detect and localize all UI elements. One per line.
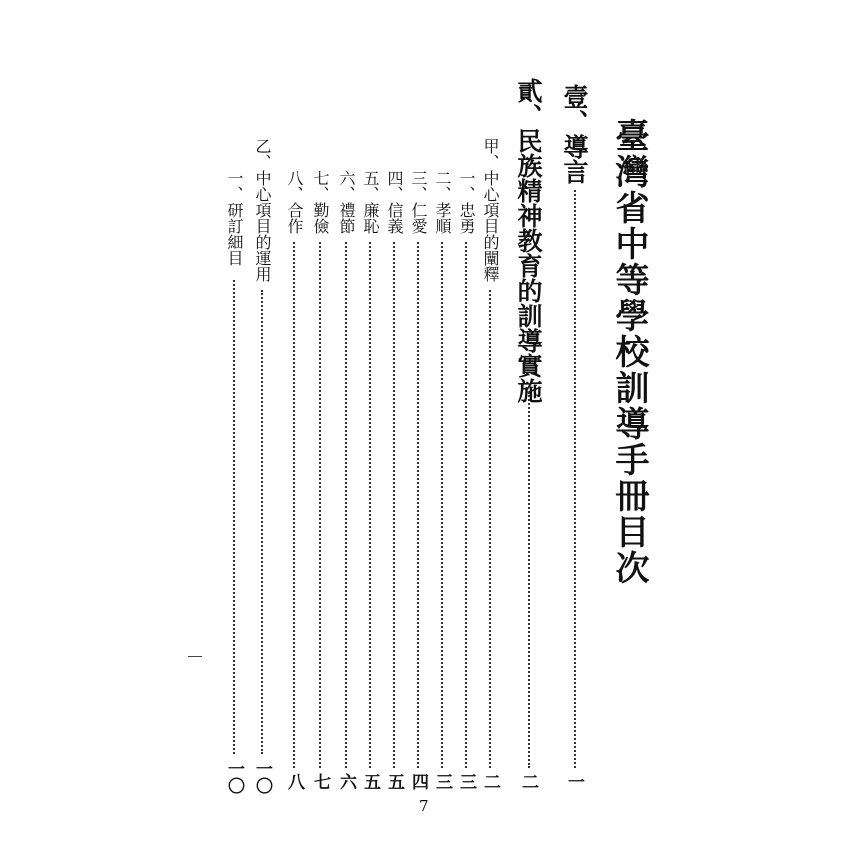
toc-entry-label: 壹、導言 bbox=[560, 84, 589, 184]
toc-entry-set-detailed-items bbox=[222, 0, 248, 850]
toc-entry-loyalty-courage bbox=[454, 0, 480, 850]
toc-entry-label: 四、信義 bbox=[385, 170, 404, 234]
toc-leader-dots bbox=[528, 392, 530, 768]
toc-entry-introduction bbox=[560, 0, 594, 850]
toc-entry-diligence-thrift bbox=[308, 0, 334, 850]
toc-entry-label: 一、忠勇 bbox=[457, 170, 476, 234]
toc-entry-page: 一 bbox=[564, 773, 584, 790]
toc-entry-core-items-explanation bbox=[478, 0, 504, 850]
toc-entry-label: 一、研訂細目 bbox=[225, 170, 244, 266]
document-title: 臺灣省中等學校訓導手冊目次 bbox=[609, 118, 649, 586]
toc-entry-page: 三 bbox=[456, 773, 476, 790]
toc-entry-page: 五 bbox=[384, 773, 404, 790]
toc-leader-dots bbox=[319, 242, 321, 768]
toc-leader-dots bbox=[233, 280, 235, 754]
toc-leader-dots bbox=[345, 242, 347, 768]
toc-entry-national-spirit bbox=[514, 0, 548, 850]
toc-leader-dots bbox=[293, 242, 295, 768]
scan-mark bbox=[188, 656, 202, 657]
toc-entry-label: 二、孝順 bbox=[433, 170, 452, 234]
toc-entry-faithfulness bbox=[382, 0, 408, 850]
toc-entry-filial-piety bbox=[430, 0, 456, 850]
toc-entry-label: 八、合作 bbox=[285, 170, 304, 234]
toc-entry-page: 一〇 bbox=[252, 760, 272, 794]
toc-leader-dots bbox=[417, 242, 419, 768]
toc-entry-core-items-application bbox=[250, 0, 276, 850]
toc-entry-label: 三、仁愛 bbox=[409, 170, 428, 234]
toc-leader-dots bbox=[441, 242, 443, 768]
toc-entry-page: 八 bbox=[284, 773, 304, 790]
toc-leader-dots bbox=[261, 290, 263, 754]
toc-leader-dots bbox=[369, 242, 371, 768]
toc-entry-label: 貳、民族精神教育的訓導實施 bbox=[514, 78, 543, 403]
toc-entry-integrity bbox=[358, 0, 384, 850]
toc-entry-page: 二 bbox=[518, 773, 538, 790]
toc-entry-cooperation bbox=[282, 0, 308, 850]
toc-entry-page: 七 bbox=[310, 773, 330, 790]
toc-entry-label: 五、廉恥 bbox=[361, 170, 380, 234]
toc-entry-page: 三 bbox=[432, 773, 452, 790]
toc-entry-label: 甲、中心項目的闡釋 bbox=[481, 138, 500, 282]
toc-entry-page: 一〇 bbox=[224, 760, 244, 794]
toc-entry-page: 五 bbox=[360, 773, 380, 790]
page-number: 7 bbox=[419, 797, 429, 815]
toc-leader-dots bbox=[574, 190, 576, 768]
toc-entry-page: 二 bbox=[480, 773, 500, 790]
toc-entry-page: 四 bbox=[408, 773, 428, 790]
toc-entry-label: 七、勤儉 bbox=[311, 170, 330, 234]
toc-entry-label: 乙、中心項目的運用 bbox=[253, 138, 272, 282]
toc-entry-benevolence bbox=[406, 0, 432, 850]
toc-entry-label: 六、禮節 bbox=[337, 170, 356, 234]
toc-entry-page: 六 bbox=[336, 773, 356, 790]
toc-leader-dots bbox=[489, 290, 491, 768]
toc-leader-dots bbox=[393, 242, 395, 768]
toc-entry-etiquette bbox=[334, 0, 360, 850]
toc-leader-dots bbox=[465, 242, 467, 768]
